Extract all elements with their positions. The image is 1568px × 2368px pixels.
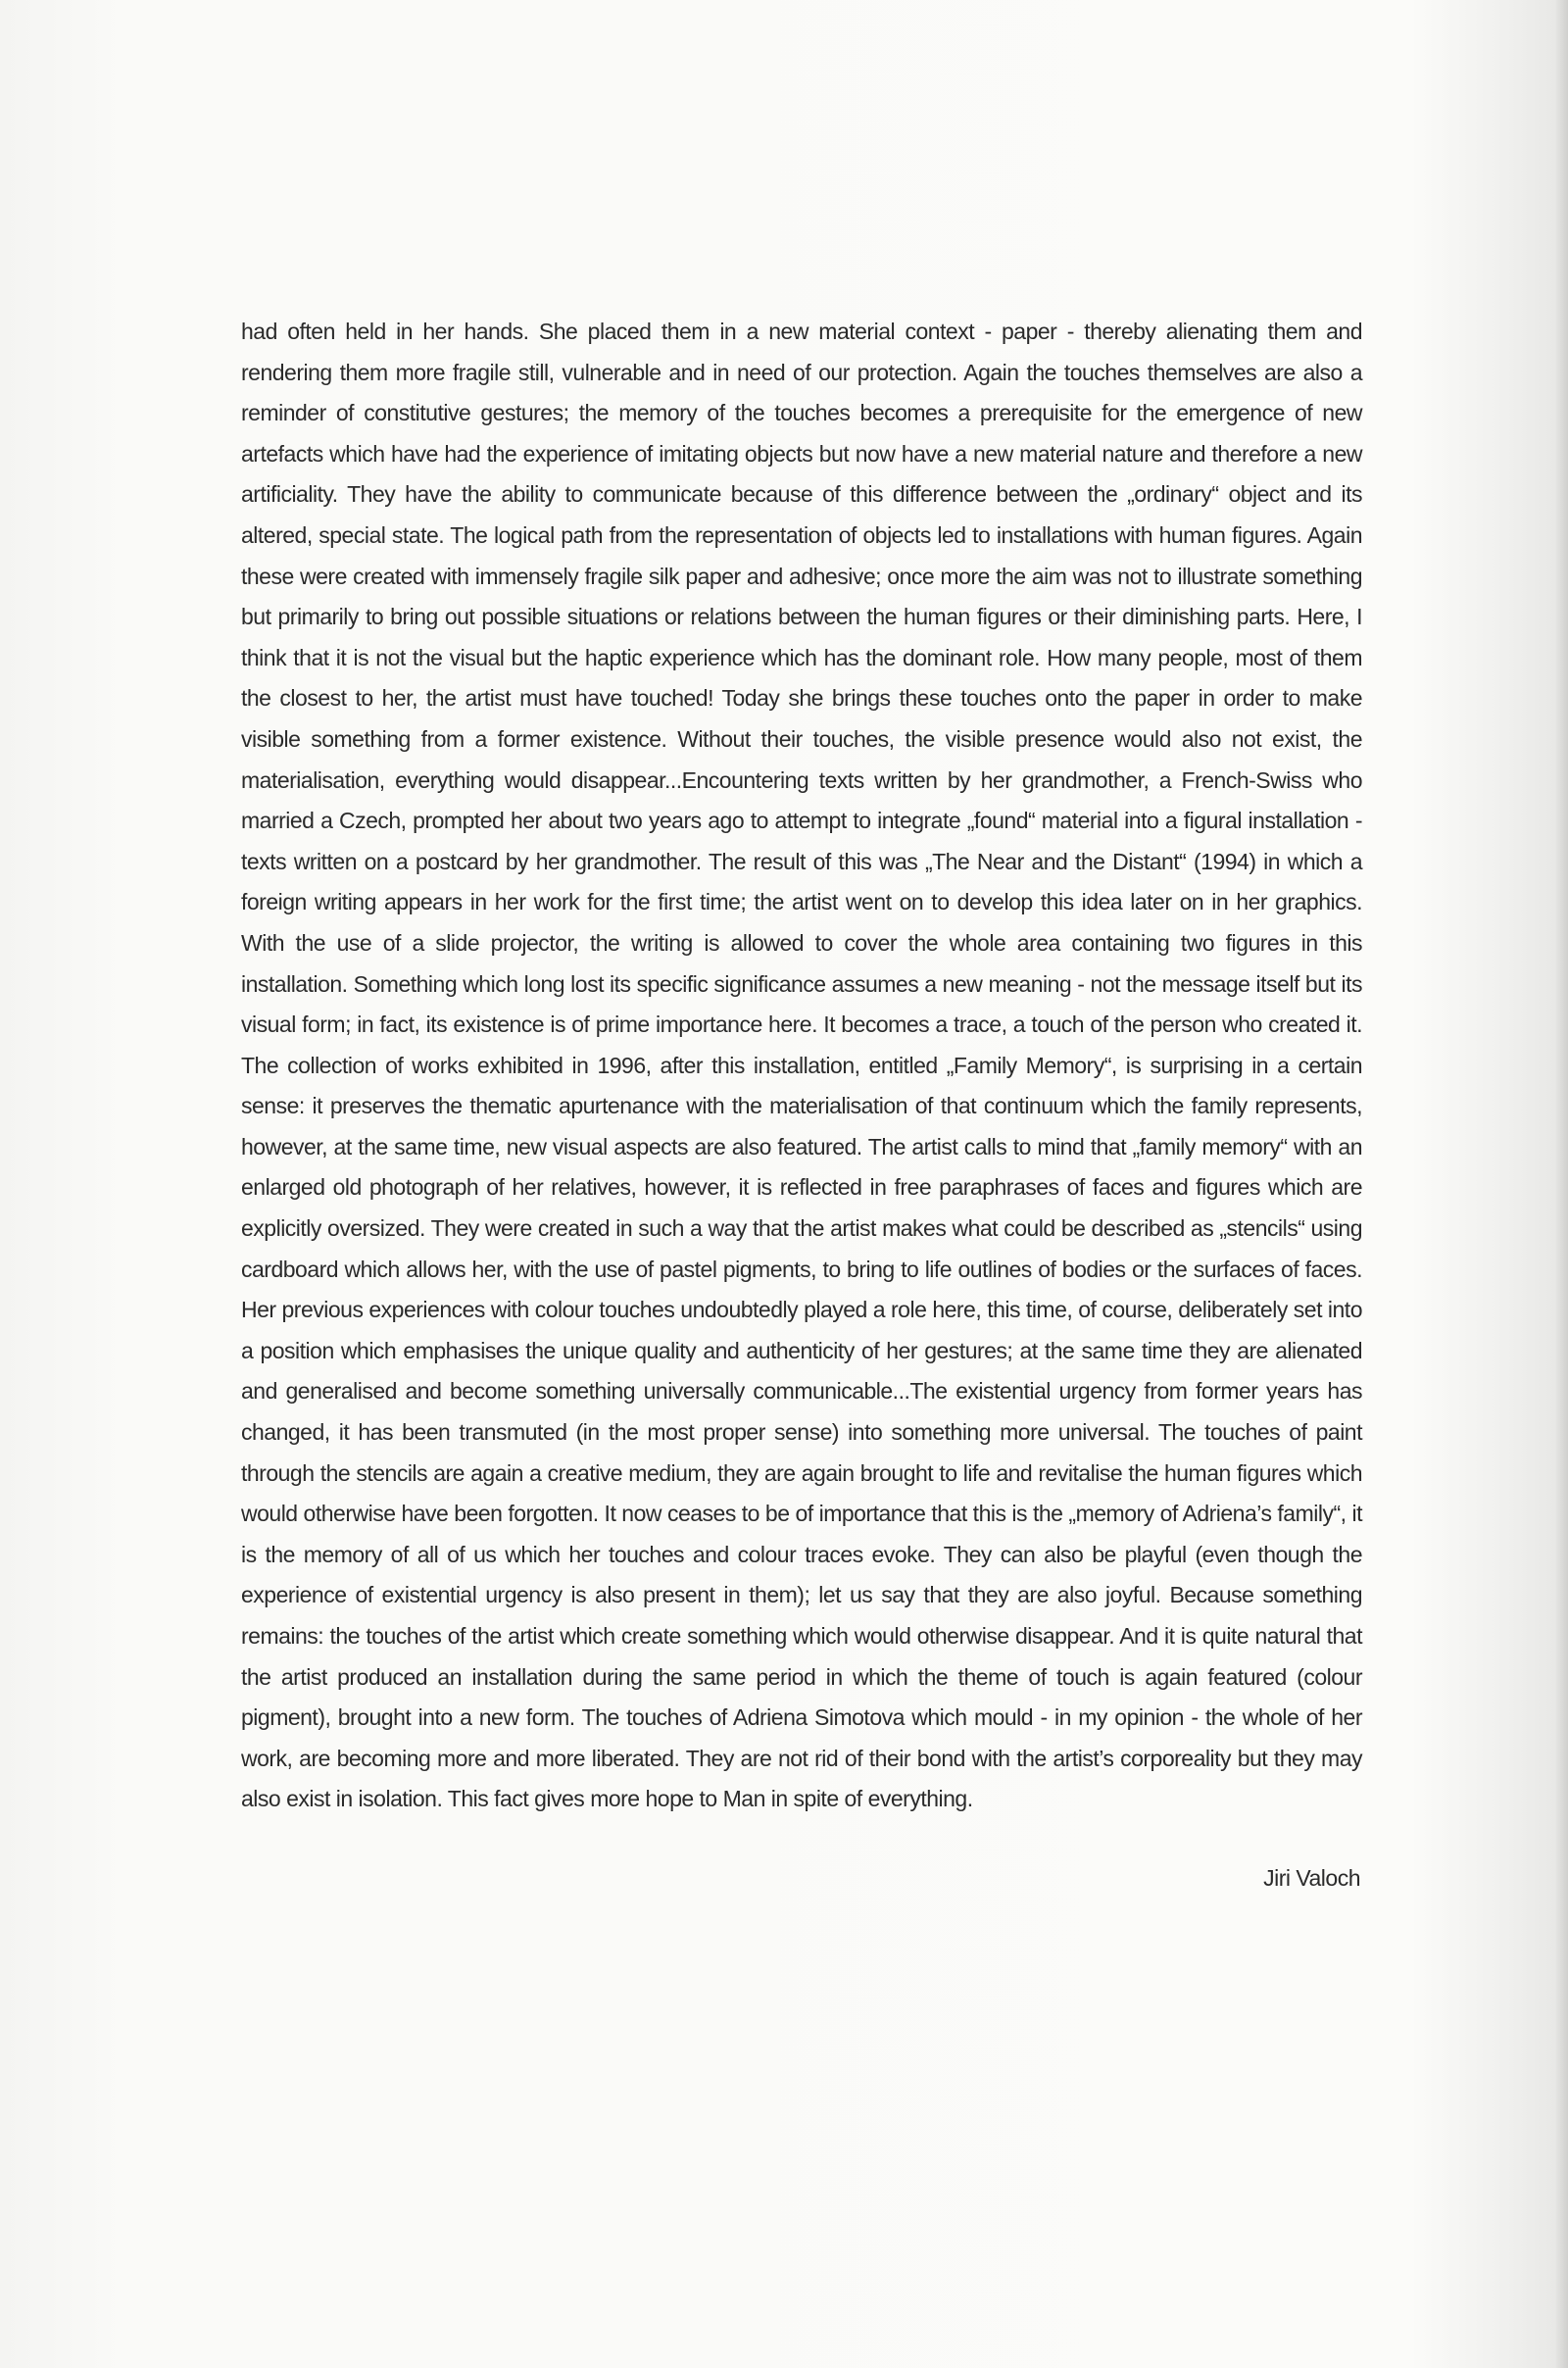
author-signature: Jiri Valoch (1263, 1865, 1360, 1891)
page-edge-shadow (1554, 0, 1568, 2368)
essay-body-text: had often held in her hands. She placed them in a new material context - paper - thereby alienating them and rendering them more fragile still, vulnerable and in need of our protection. Again the touches themselves are also a reminder of constitutive gestures; the memory of the touches becomes a prerequisite for the emergence of new artefacts which have had the experience of imitating objects but now have a new material nature and therefore a new artificiality. They have the ability to communicate because of this difference between the „ordinary“ object and its altered, special state. The logical path from the representation of objects led to installations with human figures. Again these were created with immensely fragile silk paper and adhesive; once more the aim was not to illustrate something but primarily to bring out possible situations or relations between the human figures or their diminishing parts. Here, I think that it is not the visual but the haptic experience which has the dominant role. How many people, most of them the closest to her, the artist must have touched! Today she brings these touches onto the paper in order to make visible something from a former existence. Without their touches, the visible presence would also not exist, the materialisation, everything would disappear...Encountering texts written by her grandmother, a French-Swiss who married a Czech, prompted her about two years ago to attempt to integrate „found“ material into a figural installation - texts written on a postcard by her grandmother. The result of this was „The Near and the Distant“ (1994) in which a foreign writing appears in her work for the first time; the artist went on to develop this idea later on in her graphics. With the use of a slide projector, the writing is allowed to cover the whole area containing two figures in this installation. Something which long lost its specific significance assumes a new meaning - not the message itself but its visual form; in fact, its existence is of prime importance here. It becomes a trace, a touch of the person who created it. The collection of works exhibited in 1996, after this installation, entitled „Family Memory“, is surprising in a certain sense: it preserves the thematic apurtenance with the materialisation of that continuum which the family represents, however, at the same time, new visual aspects are also featured. The artist calls to mind that „family memory“ with an enlarged old photograph of her relatives, however, it is reflected in free paraphrases of faces and figures which are explicitly oversized. They were created in such a way that the artist makes what could be described as „stencils“ using cardboard which allows her, with the use of pastel pigments, to bring to life outlines of bodies or the surfaces of faces. Her previous experiences with colour touches undoubtedly played a role here, this time, of course, deliberately set into a position which emphasises the unique quality and authenticity of her gestures; at the same time they are alienated and generalised and become something universally communicable...The existential urgency from former years has changed, it has been transmuted (in the most proper sense) into something more universal. The touches of paint through the stencils are again a creative medium, they are again brought to life and revitalise the human figures which would otherwise have been forgotten. It now ceases to be of importance that this is the „memory of Adriena’s family“, it is the memory of all of us which her touches and colour traces evoke. They can also be playful (even though the experience of existential urgency is also present in them); let us say that they are also joyful. Because something remains: the touches of the artist which create something which would otherwise disappear. And it is quite natural that the artist produced an installation during the same period in which the theme of touch is again featured (colour pigment), brought into a new form. The touches of Adriena Simotova which mould - in my opinion - the whole of her work, are becoming more and more liberated. They are not rid of their bond with the artist’s corporeality but they may also exist in isolation. This fact gives more hope to Man in spite of everything. (241, 319, 1362, 1812)
